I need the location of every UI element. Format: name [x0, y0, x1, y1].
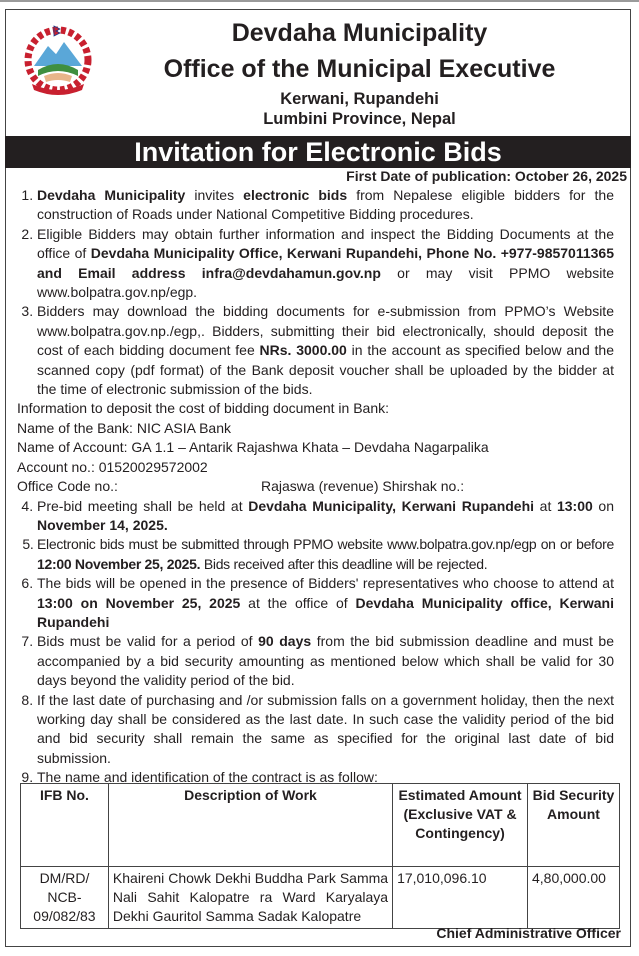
clause-7: [37, 632, 614, 690]
office-code-row: [17, 477, 614, 496]
clause-bold: November 14, 2025.: [37, 516, 168, 533]
clause-bold: electronic bids: [243, 187, 348, 203]
clause-2: [37, 225, 614, 303]
contact-details: Devdaha Municipality Office, Kerwani Rupandehi, Phone No. +977-9857011365 and Email address infra@devdahamun.gov.np: [37, 245, 614, 281]
clause-text: Eligible Bidders may obtain further information and inspect the Bidding Documents at the office of: [37, 225, 614, 262]
clause-text: Bidders may download the bidding documents for e-submission from PPMO’s Website www.bolpatra.gov.np./egp,. Bidders, submitting their bid electronically, should deposit the cost of each bidding document fee: [37, 303, 614, 359]
clause-bold: 90 days: [258, 633, 312, 650]
clause-list-a: [17, 186, 614, 399]
office-name: Office of the Municipal Executive: [163, 55, 556, 83]
clause-text: invites: [185, 187, 244, 203]
top-rule: [0, 0, 639, 2]
clause-bold: Devdaha Municipality, Kerwani Rupandehi: [248, 497, 535, 514]
clause-list-b: [17, 497, 614, 788]
bank-intro: Information to deposit the cost of bidding document in Bank:: [17, 400, 390, 417]
clause-1: [37, 186, 614, 225]
bank-name: Name of the Bank: NIC ASIA Bank: [17, 419, 231, 436]
revenue-head: Rajaswa (revenue) Shirshak no.:: [261, 478, 465, 495]
clause-3: [37, 302, 614, 399]
address-line-1: Kerwani, Rupandehi: [280, 90, 439, 108]
clause-text: Pre-bid meeting shall be held at: [37, 497, 249, 514]
cell-ifb-no: DM/RD/ NCB- 09/082/83: [21, 867, 109, 929]
clause-text: The name and identification of the contract is as follow:: [37, 769, 378, 786]
clause-bold: 13:00: [556, 497, 593, 514]
col-estimated-amount: Estimated Amount (Exclusive VAT & Contingency): [393, 784, 528, 867]
clause-text: or may visit PPMO website www.bolpatra.gov.np/egp.: [37, 264, 614, 301]
address-line-2: Lumbini Province, Nepal: [263, 110, 456, 128]
document-fee: NRs. 3000.00: [259, 342, 347, 359]
cell-bid-security: 4,80,000.00: [527, 867, 619, 929]
clause-text: on: [592, 497, 614, 514]
account-number: Account no.: 01520029572002: [17, 458, 208, 475]
table-row: [21, 867, 620, 929]
col-ifb-no: IFB No.: [21, 784, 109, 867]
notice-title: Invitation for Electronic Bids: [5, 136, 631, 168]
clause-5: [37, 535, 614, 574]
clause-text: Bids must be valid for a period of: [37, 633, 259, 650]
clause-text: at: [534, 497, 557, 514]
col-description: Description of Work: [108, 784, 392, 867]
cell-estimated-amount: 17,010,096.10: [393, 867, 528, 929]
clause-bold: Devdaha Municipality office, Kerwani Rupandehi: [37, 594, 614, 630]
clause-4: [37, 497, 614, 536]
clause-text: If the last date of purchasing and /or submission falls on a government holiday, then the next working day shall be considered as the last date. In such case the validity period of the bid and bid security shall remain the same as specified for the original last date of bid submission.: [37, 691, 614, 766]
office-code: Office Code no.:: [17, 478, 118, 495]
signatory: Chief Administrative Officer: [436, 925, 621, 941]
col-bid-security: Bid Security Amount: [527, 784, 619, 867]
account-name: Name of Account: GA 1.1 – Antarik Rajashwa Khata – Devdaha Nagarpalika: [17, 439, 489, 456]
clause-bold: 12:00 November 25, 2025.: [37, 555, 201, 572]
clause-text: The bids will be opened in the presence of Bidders' representatives who choose to attend at: [37, 575, 614, 592]
cell-description: Khaireni Chowk Dekhi Buddha Park Samma Nali Sahit Kalopatre ra Ward Karyalaya Dekhi Gauritol Samma Sadak Kalopatre: [108, 867, 392, 929]
clause-bold: Devdaha Municipality: [37, 187, 186, 203]
clause-6: [37, 574, 614, 632]
clause-text: Bids received after this deadline will be rejected.: [200, 555, 488, 572]
clause-text: at the office of: [240, 594, 356, 611]
table-header-row: [21, 784, 620, 867]
clause-text: in the account as specified below and the scanned copy (pdf format) of the Bank deposit voucher shall be uploaded by the bidder at the time of electronic submission of the bids.: [37, 342, 614, 398]
publication-date: First Date of publication: October 26, 2025: [346, 168, 627, 184]
notice-body: [17, 186, 614, 788]
org-name: Devdaha Municipality: [231, 19, 488, 47]
nepal-emblem-icon: [20, 22, 96, 98]
clause-8: [37, 691, 614, 769]
clause-text: Electronic bids must be submitted through PPMO website www.bolpatra.gov.np/egp on or before: [37, 536, 614, 553]
clause-text: from the bid submission deadline and must be accompanied by a bid security amounting as mentioned below which shall be valid for 30 days beyond the validity period of the bid.: [37, 633, 615, 689]
contract-table: [20, 783, 620, 929]
clause-bold: 13:00 on November 25, 2025: [37, 594, 241, 611]
clause-text: from Nepalese eligible bidders for the construction of Roads under National Competitive Bidding procedures.: [37, 187, 614, 223]
